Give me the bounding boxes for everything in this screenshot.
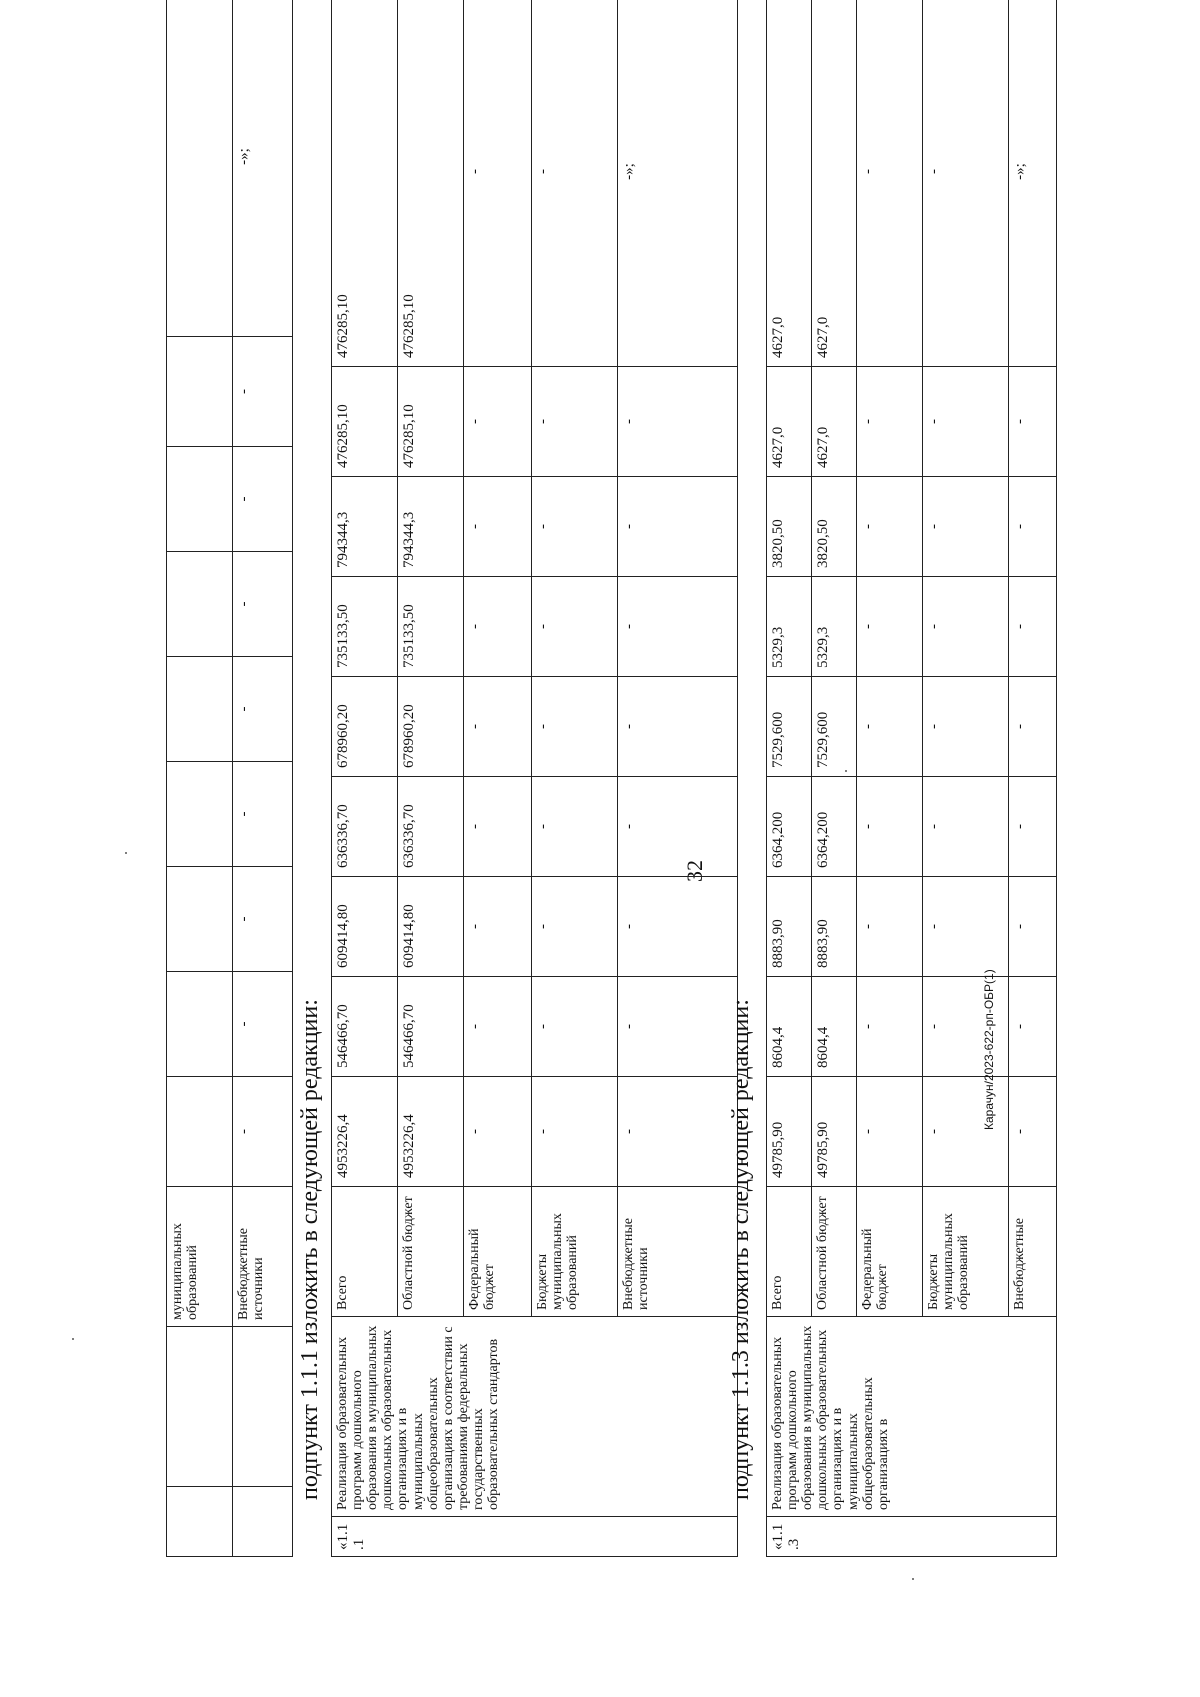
value-cell: - — [857, 877, 923, 977]
value-cell: 6364,200 — [812, 777, 857, 877]
value-cell: - — [464, 1077, 532, 1187]
funding-source-cell: Федеральный бюджет — [464, 1187, 532, 1317]
value-cell: 609414,80 — [398, 877, 464, 977]
value-cell: 3820,50 — [812, 477, 857, 577]
scan-speck — [72, 1338, 74, 1340]
value-cell: - — [618, 1077, 738, 1187]
funding-source-cell: Внебюджетные источники — [233, 1187, 293, 1327]
value-cell: 4627,0 — [812, 0, 857, 367]
value-cell: - — [532, 577, 618, 677]
row-number-cell: «1.1.1 — [332, 1517, 738, 1557]
value-cell: 678960,20 — [398, 677, 464, 777]
value-cell: - — [233, 762, 293, 867]
value-cell: - — [923, 977, 1009, 1077]
value-cell: - — [857, 477, 923, 577]
value-cell: - — [532, 367, 618, 477]
value-cell: -»; — [1009, 0, 1057, 367]
value-cell: - — [233, 337, 293, 447]
value-cell: - — [1009, 367, 1057, 477]
funding-source-cell: Областной бюджет — [812, 1187, 857, 1317]
funding-source-cell: Областной бюджет — [398, 1187, 464, 1317]
continued-table — [166, 0, 293, 1557]
value-cell: - — [618, 677, 738, 777]
value-cell: 794344,3 — [398, 477, 464, 577]
row-number-cell: «1.1.3 — [767, 1517, 1057, 1557]
value-cell: 609414,80 — [332, 877, 398, 977]
value-cell: 8883,90 — [812, 877, 857, 977]
event-name-cell: Реализация образовательных программ дошкольного образования в муниципальных дошкольных образовательных организациях и в муниципальных общеобразовательных организациях в — [767, 1317, 1057, 1517]
value-cell: 49785,90 — [767, 1077, 812, 1187]
value-cell: 5329,3 — [767, 577, 812, 677]
funding-source-cell: Бюджеты муниципальных образований — [923, 1187, 1009, 1317]
funding-source-cell: Всего — [767, 1187, 812, 1317]
value-cell — [167, 447, 233, 552]
value-cell: 476285,10 — [332, 367, 398, 477]
funding-source-cell: Бюджеты муниципальных образований — [532, 1187, 618, 1317]
table-row — [332, 0, 398, 1557]
row-number-cell — [167, 1487, 233, 1557]
value-cell: 6364,200 — [767, 777, 812, 877]
value-cell: 4953226,4 — [332, 1077, 398, 1187]
value-cell: - — [857, 777, 923, 877]
value-cell: - — [923, 577, 1009, 677]
value-cell: - — [1009, 777, 1057, 877]
value-cell: - — [464, 477, 532, 577]
value-cell — [167, 337, 233, 447]
funding-source-cell: муниципальных образований — [167, 1187, 233, 1327]
event-name-cell: Реализация образовательных программ дошкольного образования в муниципальных дошкольных образовательных организациях и в муниципальных общеобразовательных организациях в соответствии с требованиями федеральных государственных образовательных стандартов — [332, 1317, 738, 1517]
value-cell — [167, 972, 233, 1077]
value-cell: - — [532, 977, 618, 1077]
budget-table-continued — [166, 0, 293, 1557]
value-cell: - — [1009, 1077, 1057, 1187]
value-cell — [167, 867, 233, 972]
value-cell: - — [532, 1077, 618, 1187]
value-cell: 476285,10 — [398, 367, 464, 477]
value-cell: 4627,0 — [767, 367, 812, 477]
value-cell: - — [233, 1077, 293, 1187]
value-cell: - — [464, 877, 532, 977]
value-cell: - — [1009, 477, 1057, 577]
value-cell: - — [464, 367, 532, 477]
value-cell: 8604,4 — [767, 977, 812, 1077]
value-cell: - — [1009, 877, 1057, 977]
table-113-block — [766, 0, 1057, 1557]
value-cell: - — [233, 867, 293, 972]
value-cell: -»; — [618, 0, 738, 367]
value-cell: - — [618, 877, 738, 977]
value-cell: - — [1009, 977, 1057, 1077]
value-cell: - — [857, 1077, 923, 1187]
value-cell: - — [532, 677, 618, 777]
value-cell: 636336,70 — [332, 777, 398, 877]
value-cell: 4627,0 — [812, 367, 857, 477]
value-cell: 4627,0 — [767, 0, 812, 367]
budget-table-113 — [766, 0, 1057, 1557]
table-row — [233, 0, 293, 1557]
value-cell: 4953226,4 — [398, 1077, 464, 1187]
value-cell: 7529,600 — [767, 677, 812, 777]
value-cell — [167, 657, 233, 762]
value-cell: 636336,70 — [398, 777, 464, 877]
value-cell: 8604,4 — [812, 977, 857, 1077]
value-cell: 794344,3 — [332, 477, 398, 577]
value-cell — [167, 1077, 233, 1187]
value-cell: - — [857, 677, 923, 777]
value-cell: - — [233, 657, 293, 762]
value-cell: - — [857, 367, 923, 477]
funding-source-cell: Внебюджетные — [1009, 1187, 1057, 1317]
value-cell: 476285,10 — [332, 0, 398, 367]
value-cell: -»; — [233, 0, 293, 337]
value-cell: - — [618, 367, 738, 477]
value-cell: - — [464, 677, 532, 777]
value-cell: 5329,3 — [812, 577, 857, 677]
value-cell: 735133,50 — [398, 577, 464, 677]
value-cell: - — [532, 477, 618, 577]
value-cell: 735133,50 — [332, 577, 398, 677]
budget-table-111 — [331, 0, 738, 1557]
value-cell: - — [857, 977, 923, 1077]
value-cell: - — [923, 1077, 1009, 1187]
scan-speck — [125, 852, 127, 854]
value-cell: - — [618, 777, 738, 877]
event-name-cell — [167, 1327, 233, 1487]
value-cell: - — [923, 367, 1009, 477]
value-cell: - — [923, 477, 1009, 577]
value-cell: 476285,10 — [398, 0, 464, 367]
value-cell: - — [618, 977, 738, 1077]
value-cell: - — [618, 477, 738, 577]
value-cell: - — [233, 552, 293, 657]
subsection-heading-111: подпункт 1.1.1 изложить в следующей редакции: — [297, 999, 323, 1500]
value-cell: - — [923, 877, 1009, 977]
table-row — [167, 0, 233, 1557]
value-cell: - — [233, 972, 293, 1077]
value-cell: - — [1009, 677, 1057, 777]
scan-speck — [845, 770, 847, 772]
value-cell: - — [464, 577, 532, 677]
value-cell: - — [857, 0, 923, 367]
value-cell: - — [923, 777, 1009, 877]
funding-source-cell: Внебюджетные источники — [618, 1187, 738, 1317]
value-cell: - — [532, 777, 618, 877]
value-cell: - — [464, 777, 532, 877]
value-cell: - — [464, 0, 532, 367]
subsection-heading-113: подпункт 1.1.3 изложить в следующей редакции: — [728, 999, 754, 1500]
value-cell: 546466,70 — [332, 977, 398, 1077]
value-cell — [167, 552, 233, 657]
value-cell: - — [923, 677, 1009, 777]
value-cell: 546466,70 — [398, 977, 464, 1077]
document-footer: Карачун/2023-622-рп-ОБР(1) — [982, 969, 996, 1130]
scan-speck — [912, 1578, 914, 1580]
funding-source-cell: Всего — [332, 1187, 398, 1317]
value-cell: - — [1009, 577, 1057, 677]
value-cell: - — [464, 977, 532, 1077]
value-cell: - — [233, 447, 293, 552]
page-number: 32 — [682, 860, 707, 882]
value-cell: - — [857, 577, 923, 677]
value-cell — [167, 762, 233, 867]
value-cell: 49785,90 — [812, 1077, 857, 1187]
value-cell: - — [923, 0, 1009, 367]
table-row — [767, 0, 812, 1557]
table-111-block — [331, 0, 738, 1557]
funding-source-cell: Федеральный бюджет — [857, 1187, 923, 1317]
value-cell: 7529,600 — [812, 677, 857, 777]
value-cell — [167, 0, 233, 337]
value-cell: 8883,90 — [767, 877, 812, 977]
value-cell: - — [618, 577, 738, 677]
value-cell: - — [532, 0, 618, 367]
value-cell: 678960,20 — [332, 677, 398, 777]
value-cell: - — [532, 877, 618, 977]
value-cell: 3820,50 — [767, 477, 812, 577]
row-number-cell — [233, 1487, 293, 1557]
event-name-cell — [233, 1327, 293, 1487]
